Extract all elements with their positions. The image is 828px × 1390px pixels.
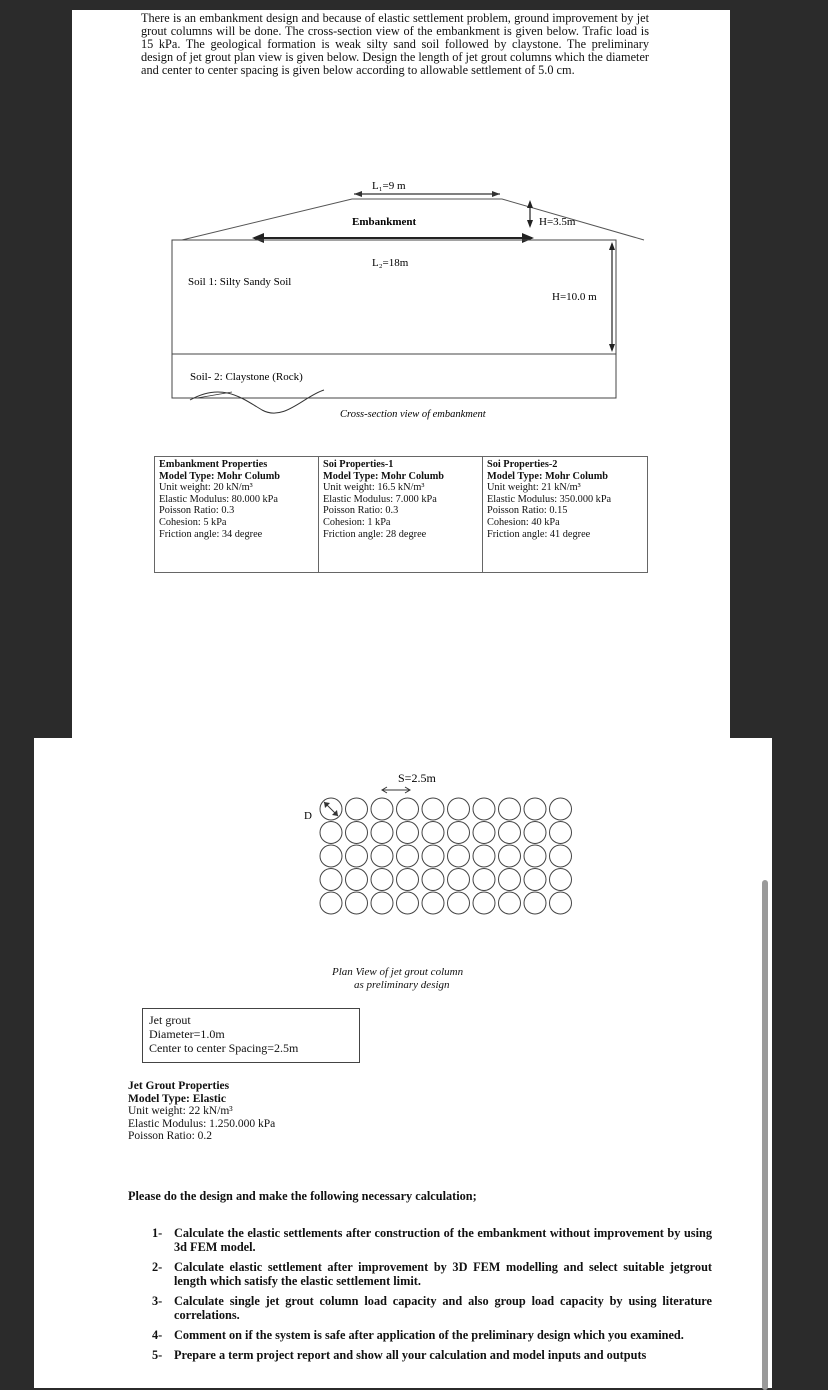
prop-line: Unit weight: 20 kN/m³: [159, 482, 253, 494]
jet-grout-column: [524, 869, 546, 891]
h-embankment-label: H=3.5m: [539, 216, 576, 228]
jet-grout-column: [371, 869, 393, 891]
jet-grout-column: [422, 892, 444, 914]
document-page-1: [72, 10, 730, 738]
prop-line: Friction angle: 34 degree: [159, 528, 263, 540]
prop-title: Soi Properties-1: [323, 459, 394, 470]
jet-grout-column: [473, 845, 495, 867]
prop-line: Poisson Ratio: 0.15: [487, 505, 568, 517]
task-intro: Please do the design and make the following necessary calculation;: [128, 1189, 477, 1203]
task-list: [152, 1226, 712, 1368]
prop-title: Soi Properties-2: [487, 459, 558, 470]
jet-grout-column: [371, 845, 393, 867]
jg-prop-title: Jet Grout Properties: [128, 1080, 230, 1092]
jet-grout-column: [448, 845, 470, 867]
jet-grout-column: [524, 845, 546, 867]
list-item: [152, 1226, 712, 1254]
embankment-properties: [155, 457, 319, 572]
jet-grout-column: [550, 822, 572, 844]
prop-line: Elastic Modulus: 80.000 kPa: [159, 493, 278, 505]
spacing-label: S=2.5m: [398, 771, 436, 785]
jet-grout-column: [346, 798, 368, 820]
jet-grout-column: [550, 798, 572, 820]
jet-grout-column: [371, 892, 393, 914]
jg-prop-line: Unit weight: 22 kN/m³: [128, 1105, 233, 1118]
jet-grout-column: [473, 822, 495, 844]
soil-2-properties: [483, 457, 647, 572]
prop-line: Cohesion: 5 kPa: [159, 516, 227, 528]
jet-grout-column: [397, 892, 419, 914]
prop-line: Poisson Ratio: 0.3: [323, 505, 399, 517]
list-text: Calculate elastic settlement after improvement by 3D FEM modelling and select suitable jetgrout length which satisfy the elastic settlement limit.: [174, 1260, 712, 1288]
jet-grout-column: [499, 822, 521, 844]
list-num: 2-: [152, 1260, 163, 1274]
jet-grout-column: [397, 869, 419, 891]
jet-grout-column: [499, 892, 521, 914]
list-num: 3-: [152, 1294, 163, 1308]
list-text: Prepare a term project report and show all your calculation and model inputs and outputs: [174, 1348, 647, 1362]
prop-line: Friction angle: 41 degree: [487, 528, 591, 540]
jet-grout-column: [448, 822, 470, 844]
jet-grout-column: [499, 869, 521, 891]
jet-grout-column: [524, 798, 546, 820]
prop-line: Elastic Modulus: 350.000 kPa: [487, 493, 612, 505]
jet-grout-column: [499, 798, 521, 820]
jet-grout-column: [320, 869, 342, 891]
jet-grout-column: [320, 892, 342, 914]
list-item: [152, 1348, 712, 1362]
document-page-2: [34, 738, 772, 1388]
jet-grout-column: [550, 845, 572, 867]
list-text: Calculate single jet grout column load capacity and also group load capacity by using literature correlations.: [174, 1294, 712, 1322]
jet-grout-column: [346, 869, 368, 891]
list-text: Calculate the elastic settlements after construction of the embankment without improvement by using 3d FEM model.: [174, 1226, 712, 1254]
jet-grout-column: [346, 845, 368, 867]
jet-grout-column: [422, 845, 444, 867]
h-soil-label: H=10.0 m: [552, 291, 597, 303]
l2-label: L₂=18m: [372, 257, 409, 269]
list-item: [152, 1260, 712, 1288]
jet-grout-column: [371, 822, 393, 844]
prop-model: Model Type: Mohr Columb: [487, 470, 608, 482]
d-label: D: [304, 810, 312, 822]
list-item: [152, 1294, 712, 1322]
jet-grout-box-line: Center to center Spacing=2.5m: [149, 1041, 299, 1055]
jet-grout-column: [346, 822, 368, 844]
list-num: 1-: [152, 1226, 163, 1240]
plan-view-diagram: [34, 738, 772, 998]
prop-line: Unit weight: 21 kN/m³: [487, 482, 581, 494]
list-num: 5-: [152, 1348, 163, 1362]
jet-grout-column: [422, 822, 444, 844]
embankment-label: Embankment: [352, 216, 417, 228]
jg-prop-line: Elastic Modulus: 1.250.000 kPa: [128, 1117, 276, 1130]
jet-grout-column: [473, 798, 495, 820]
jet-grout-column: [371, 798, 393, 820]
intro-paragraph: There is an embankment design and because of elastic settlement problem, ground improvement by jet grout columns will be done. The cross-section view of the embankment is given below. Trafic load is 15 kPa. The geological formation is weak silty sand soil followed by claystone. The preliminary design of jet grout plan view is given below. Design the length of jet grout columns which the diameter and center to center spacing is given below according to allowable settlement of 5.0 cm.: [141, 11, 649, 77]
jg-prop-line: Poisson Ratio: 0.2: [128, 1130, 213, 1143]
soil-1-properties: [319, 457, 483, 572]
soil-2-label: Soil- 2: Claystone (Rock): [190, 371, 303, 383]
prop-line: Friction angle: 28 degree: [323, 528, 427, 540]
jet-grout-grid: [320, 798, 572, 914]
jet-grout-column: [499, 845, 521, 867]
cross-section-caption: Cross-section view of embankment: [340, 409, 486, 420]
jet-grout-column: [448, 892, 470, 914]
properties-table: [154, 456, 648, 573]
jet-grout-column: [524, 822, 546, 844]
jet-grout-column: [550, 892, 572, 914]
jet-grout-column: [397, 798, 419, 820]
jet-grout-column: [422, 869, 444, 891]
jet-grout-column: [448, 869, 470, 891]
jet-grout-column: [473, 869, 495, 891]
prop-line: Cohesion: 1 kPa: [323, 516, 391, 528]
scrollbar[interactable]: [762, 880, 768, 1390]
jet-grout-column: [346, 892, 368, 914]
prop-line: Poisson Ratio: 0.3: [159, 505, 235, 517]
prop-title: Embankment Properties: [159, 459, 268, 470]
list-item: [152, 1328, 712, 1342]
plan-caption-2: as preliminary design: [354, 979, 450, 991]
jet-grout-properties: [128, 1080, 275, 1143]
jet-grout-column: [473, 892, 495, 914]
jet-grout-column: [550, 869, 572, 891]
jet-grout-column: [397, 822, 419, 844]
jet-grout-column: [397, 845, 419, 867]
jet-grout-column: [524, 892, 546, 914]
soil-1-label: Soil 1: Silty Sandy Soil: [188, 276, 292, 288]
prop-model: Model Type: Mohr Columb: [159, 470, 280, 482]
jet-grout-box: [142, 1008, 360, 1063]
prop-model: Model Type: Mohr Columb: [323, 470, 444, 482]
list-text: Comment on if the system is safe after application of the preliminary design which you examined.: [174, 1328, 684, 1342]
jet-grout-column: [448, 798, 470, 820]
jet-grout-box-line: Jet grout: [149, 1013, 191, 1027]
jet-grout-column: [320, 822, 342, 844]
plan-caption-1: Plan View of jet grout column: [332, 966, 464, 978]
prop-line: Elastic Modulus: 7.000 kPa: [323, 493, 437, 505]
l1-label: L₁=9 m: [372, 180, 406, 192]
claystone-wave: [190, 390, 324, 413]
prop-line: Cohesion: 40 kPa: [487, 516, 560, 528]
list-num: 4-: [152, 1328, 163, 1342]
jet-grout-column: [422, 798, 444, 820]
jet-grout-column: [320, 845, 342, 867]
jg-prop-model: Model Type: Elastic: [128, 1092, 226, 1105]
jet-grout-box-line: Diameter=1.0m: [149, 1027, 225, 1041]
prop-line: Unit weight: 16.5 kN/m³: [323, 482, 425, 494]
